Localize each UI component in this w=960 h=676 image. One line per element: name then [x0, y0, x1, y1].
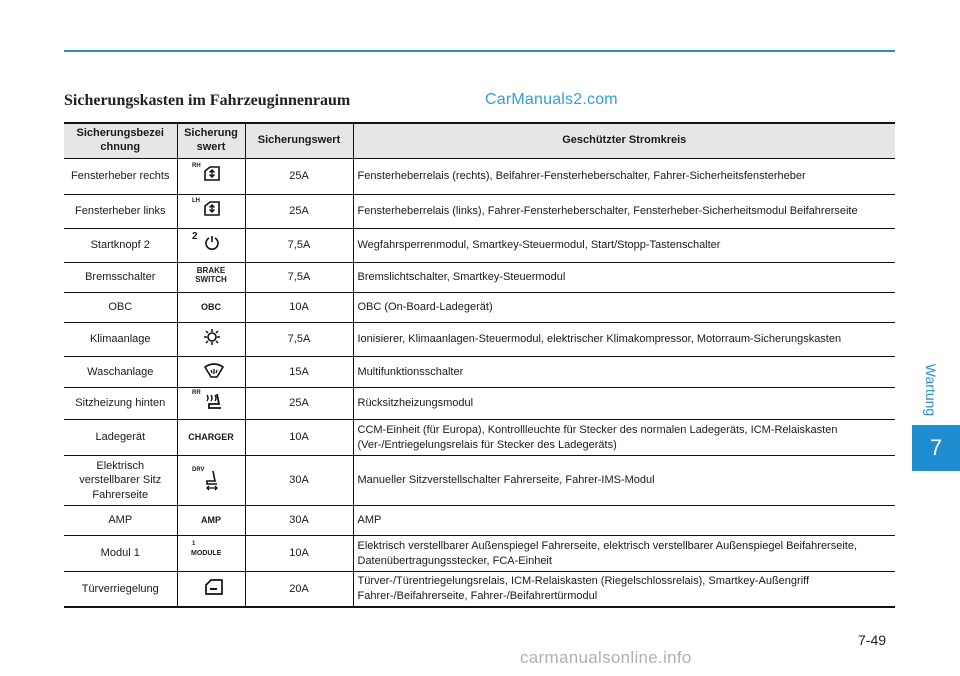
window-lh-icon — [191, 196, 231, 222]
climate-icon — [191, 324, 231, 350]
protected-circuit: Bremslichtschalter, Smartkey-Steuermodul — [353, 262, 895, 292]
symbol-label: MODULE — [191, 550, 222, 558]
door-lock-icon — [191, 574, 231, 600]
top-rule — [64, 50, 895, 52]
fuse-name: Modul 1 — [64, 536, 177, 572]
table-row — [64, 536, 895, 572]
fuse-value: 7,5A — [245, 322, 353, 356]
fuse-name: Waschanlage — [64, 356, 177, 388]
col-header-name: Sicherungsbezei chnung — [64, 123, 177, 158]
fuse-value: 25A — [245, 158, 353, 194]
protected-circuit: Multifunktionsschalter — [353, 356, 895, 388]
fuse-name: Ladegerät — [64, 420, 177, 456]
symbol-label: DRV — [192, 467, 205, 474]
symbol-label: 2 — [192, 230, 198, 242]
seat-heater-rr-icon — [191, 388, 231, 414]
fuse-name: Fensterheber links — [64, 194, 177, 228]
fuse-symbol — [177, 536, 245, 572]
fuse-name: Startknopf 2 — [64, 228, 177, 262]
fuse-value: 20A — [245, 572, 353, 607]
side-label — [917, 360, 945, 420]
table-row — [64, 420, 895, 456]
fuse-value: 25A — [245, 194, 353, 228]
chapter-tab: 7 — [912, 425, 960, 471]
fuse-symbol — [177, 572, 245, 607]
module-icon — [191, 540, 231, 562]
fuse-name: OBC — [64, 292, 177, 322]
symbol-label: LH — [192, 197, 200, 204]
fuse-name: Elektrisch verstellbarer Sitz Fahrerseite — [64, 456, 177, 506]
fuse-value: 7,5A — [245, 228, 353, 262]
fuse-value: 7,5A — [245, 262, 353, 292]
amp-icon: AMP — [201, 515, 221, 526]
table-row — [64, 262, 895, 292]
table-row — [64, 292, 895, 322]
obc-icon: OBC — [201, 301, 221, 312]
fuse-symbol — [177, 322, 245, 356]
fuse-value: 30A — [245, 456, 353, 506]
protected-circuit: Manueller Sitzverstellschalter Fahrerseite, Fahrer-IMS-Modul — [353, 456, 895, 506]
fuse-value: 15A — [245, 356, 353, 388]
brake-switch-icon: BRAKE SWITCH — [195, 266, 227, 284]
fuse-symbol — [177, 506, 245, 536]
side-label-text: Wartung — [923, 363, 940, 417]
table-row — [64, 158, 895, 194]
fuse-name: Klimaanlage — [64, 322, 177, 356]
fuse-symbol — [177, 292, 245, 322]
table-row — [64, 194, 895, 228]
fuse-value: 25A — [245, 388, 353, 420]
fuse-symbol — [177, 158, 245, 194]
symbol-label: RR — [192, 390, 201, 397]
table-row — [64, 322, 895, 356]
table-row — [64, 572, 895, 607]
washer-icon — [191, 357, 231, 383]
page-number: 7-49 — [858, 632, 887, 648]
col-header-value: Sicherungswert — [245, 123, 353, 158]
table-row — [64, 228, 895, 262]
fuse-symbol — [177, 228, 245, 262]
watermark-top: CarManuals2.com — [485, 91, 618, 108]
watermark-bottom: carmanualsonline.info — [520, 648, 692, 667]
protected-circuit: Wegfahrsperrenmodul, Smartkey-Steuermodul, Start/Stopp-Tastenschalter — [353, 228, 895, 262]
table-header-row — [64, 123, 895, 158]
table-row — [64, 388, 895, 420]
protected-circuit: Fensterheberrelais (rechts), Beifahrer-Fensterheberschalter, Fahrer-Sicherheitsfensterheber — [353, 158, 895, 194]
protected-circuit: OBC (On-Board-Ladegerät) — [353, 292, 895, 322]
fuse-name: Bremsschalter — [64, 262, 177, 292]
protected-circuit: Fensterheberrelais (links), Fahrer-Fensterheberschalter, Fensterheber-Sicherheitsmodul Beifahrerseite — [353, 194, 895, 228]
protected-circuit: AMP — [353, 506, 895, 536]
fuse-value: 10A — [245, 536, 353, 572]
fuse-name: AMP — [64, 506, 177, 536]
fuse-symbol — [177, 420, 245, 456]
fuse-symbol — [177, 194, 245, 228]
protected-circuit: Rücksitzheizungsmodul — [353, 388, 895, 420]
symbol-number: 1 — [192, 541, 196, 548]
start-button-icon — [191, 230, 231, 256]
fuse-name: Türverriegelung — [64, 572, 177, 607]
table-row — [64, 506, 895, 536]
col-header-circuit: Geschützter Stromkreis — [353, 123, 895, 158]
fuse-table — [64, 122, 895, 608]
fuse-name: Sitzheizung hinten — [64, 388, 177, 420]
col-header-symbol: Sicherung swert — [177, 123, 245, 158]
fuse-symbol — [177, 262, 245, 292]
fuse-symbol — [177, 456, 245, 506]
fuse-value: 10A — [245, 420, 353, 456]
protected-circuit: CCM-Einheit (für Europa), Kontrollleuchte für Stecker des normalen Ladegeräts, ICM-Relaiskasten (Ver-/Entriegelungsrelais für Stecker des Ladegeräts) — [353, 420, 895, 456]
symbol-label: RH — [192, 162, 201, 169]
fuse-name: Fensterheber rechts — [64, 158, 177, 194]
fuse-symbol — [177, 388, 245, 420]
fuse-value: 10A — [245, 292, 353, 322]
table-body — [64, 158, 895, 607]
page-heading: Sicherungskasten im Fahrzeuginnenraum — [64, 92, 351, 109]
protected-circuit: Türver-/Türentriegelungsrelais, ICM-Relaiskasten (Riegelschlossrelais), Smartkey-Außengriff Fahrer-/Beifahrerseite, Fahrer-/Beifahrertürmodul — [353, 572, 895, 607]
protected-circuit: Elektrisch verstellbarer Außenspiegel Fahrerseite, elektrisch verstellbarer Außenspiegel Beifahrerseite, Datenübertragungsstecker, FCA-Einheit — [353, 536, 895, 572]
charger-icon: CHARGER — [188, 432, 234, 443]
table-row — [64, 356, 895, 388]
window-rh-icon — [191, 161, 231, 187]
protected-circuit: Ionisierer, Klimaanlagen-Steuermodul, elektrischer Klimakompressor, Motorraum-Sicherungskasten — [353, 322, 895, 356]
fuse-value: 30A — [245, 506, 353, 536]
table-row — [64, 456, 895, 506]
fuse-symbol — [177, 356, 245, 388]
power-seat-drv-icon — [191, 465, 231, 491]
